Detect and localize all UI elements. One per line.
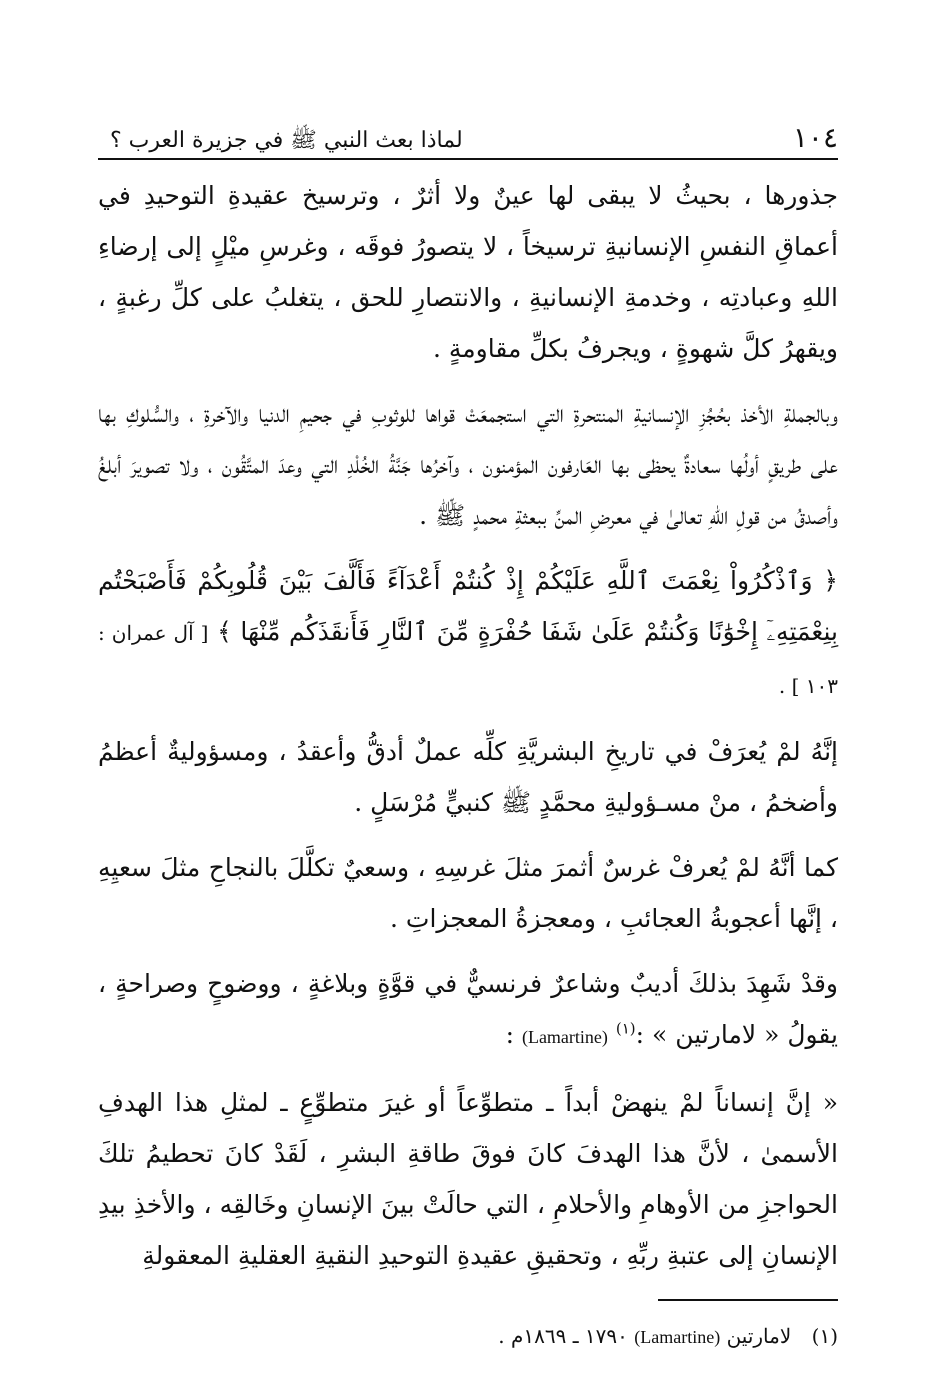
lamartine-colon: : — [505, 1020, 514, 1049]
page-header — [98, 108, 838, 160]
lamartine-text: وقدْ شَهِدَ بذلكَ أديبٌ وشاعرٌ فرنسيٌّ في قوَّةٍ وبلاغةٍ ، ووضوحٍ وصراحةٍ ، يقولُ « لامارتين » : — [98, 969, 838, 1049]
quran-verse — [98, 555, 838, 712]
paragraph-1: جذورها ، بحيثُ لا يبقى لها عينٌ ولا أثرٌ ، وترسيخ عقيدةِ التوحيدِ في أعماقِ النفسِ الإنسانيةِ ترسيخاً ، لا يتصورُ فوقَه ، وغرسِ ميْلٍ إلى إرضاءِ اللهِ وعبادتِه ، وخدمةِ الإنسانيةِ ، والانتصارِ للحق ، يتغلبُ على كلِّ رغبةٍ ، ويقهرُ كلَّ شهوةٍ ، ويجرفُ بكلِّ مقاومةٍ . — [98, 181, 839, 363]
paragraph-3: إنَّهُ لمْ يُعرَفْ في تاريخِ البشريَّةِ كلِّه عملٌ أدقُّ وأعقدُ ، ومسؤوليةٌ أعظمُ وأضخمُ ، منْ مسـؤوليةِ محمَّدٍ ﷺ كنبيٍّ مُرْسَلٍ . — [98, 737, 838, 817]
footnote-latin: (Lamartine) — [634, 1327, 721, 1347]
paragraph-2: وبالجملةِ الأخذ بحُجُزِ الإنسانيةِ المنتحرةِ التي استجمعَتْ قواها للوثوبِ في جحيمِ الدنيا والآخرةِ ، والسُّلوكِ بها على طريقٍ أولُها سعادةٌ يحظى بها العَارفون المؤمنون ، وآخرُها جَنَّةُ الخُلْدِ التي وعدَ المتَّقُون ، ولا تصويرَ أبلغُ وأصدقُ من قولِ اللهِ تعالىٰ في معرضِ المنِّ ببعثةِ محمدٍ ﷺ . — [98, 399, 838, 530]
page-body — [98, 170, 838, 1354]
footnote — [98, 1319, 838, 1354]
verse-reference: [ آل عمران : ١٠٣ ] . — [98, 621, 838, 698]
verse-text: ﴿ وَٱذْكُرُواْ نِعْمَتَ ٱللَّهِ عَلَيْكُمْ إِذْ كُنتُمْ أَعْدَآءً فَأَلَّفَ بَيْنَ قُلُوبِكُمْ فَأَصْبَحْتُم بِنِعْمَتِهِۦٓ إِخْوَٰنًا وَكُنتُمْ عَلَىٰ شَفَا حُفْرَةٍ مِّنَ ٱلنَّارِ فَأَنقَذَكُم مِّنْهَا ﴾ — [98, 566, 838, 646]
page-number: ١٠٤ — [792, 121, 838, 154]
quote-paragraph: « إنَّ إنساناً لمْ ينهضْ أبداً ـ متطوِّعاً أو غيرَ متطوِّعٍ ـ لمثلِ هذا الهدفِ الأسمىٰ ، لأنَّ هذا الهدفَ كانَ فوقَ طاقةِ البشرِ ، لَقَدْ كانَ تحطيمُ تلكَ الحواجزِ من الأوهامِ والأحلامِ ، التي حالَتْ بينَ الإنسانِ وخَالقِه ، والأخذِ بيدِ الإنسانِ إلى عتبةِ ربِّهِ ، وتحقيقِ عقيدةِ التوحيدِ النقيةِ العقليةِ المعقولةِ — [98, 1088, 838, 1270]
footnote-name: لامارتين — [726, 1324, 792, 1348]
running-title: لماذا بعث النبي ﷺ في جزيرة العرب ؟ — [110, 128, 463, 153]
lamartine-latin-name: (Lamartine) — [521, 1027, 608, 1047]
paragraph-4: كما أنَّهُ لمْ يُعرفْ غرسٌ أثمرَ مثلَ غرسِهِ ، وسعيٌ تكلَّلَ بالنجاحِ مثلَ سعيِهِ ، إنَّها أعجوبةُ العجائبِ ، ومعجزةُ المعجزاتِ . — [98, 853, 838, 933]
footnote-marker: (١) — [615, 1019, 636, 1038]
footnote-number: (١) — [811, 1324, 838, 1348]
footnote-divider — [658, 1299, 838, 1301]
footnote-dates: ١٧٩٠ ـ ١٨٦٩م . — [498, 1324, 628, 1348]
paragraph-lamartine — [98, 958, 838, 1063]
book-page — [98, 108, 839, 1348]
